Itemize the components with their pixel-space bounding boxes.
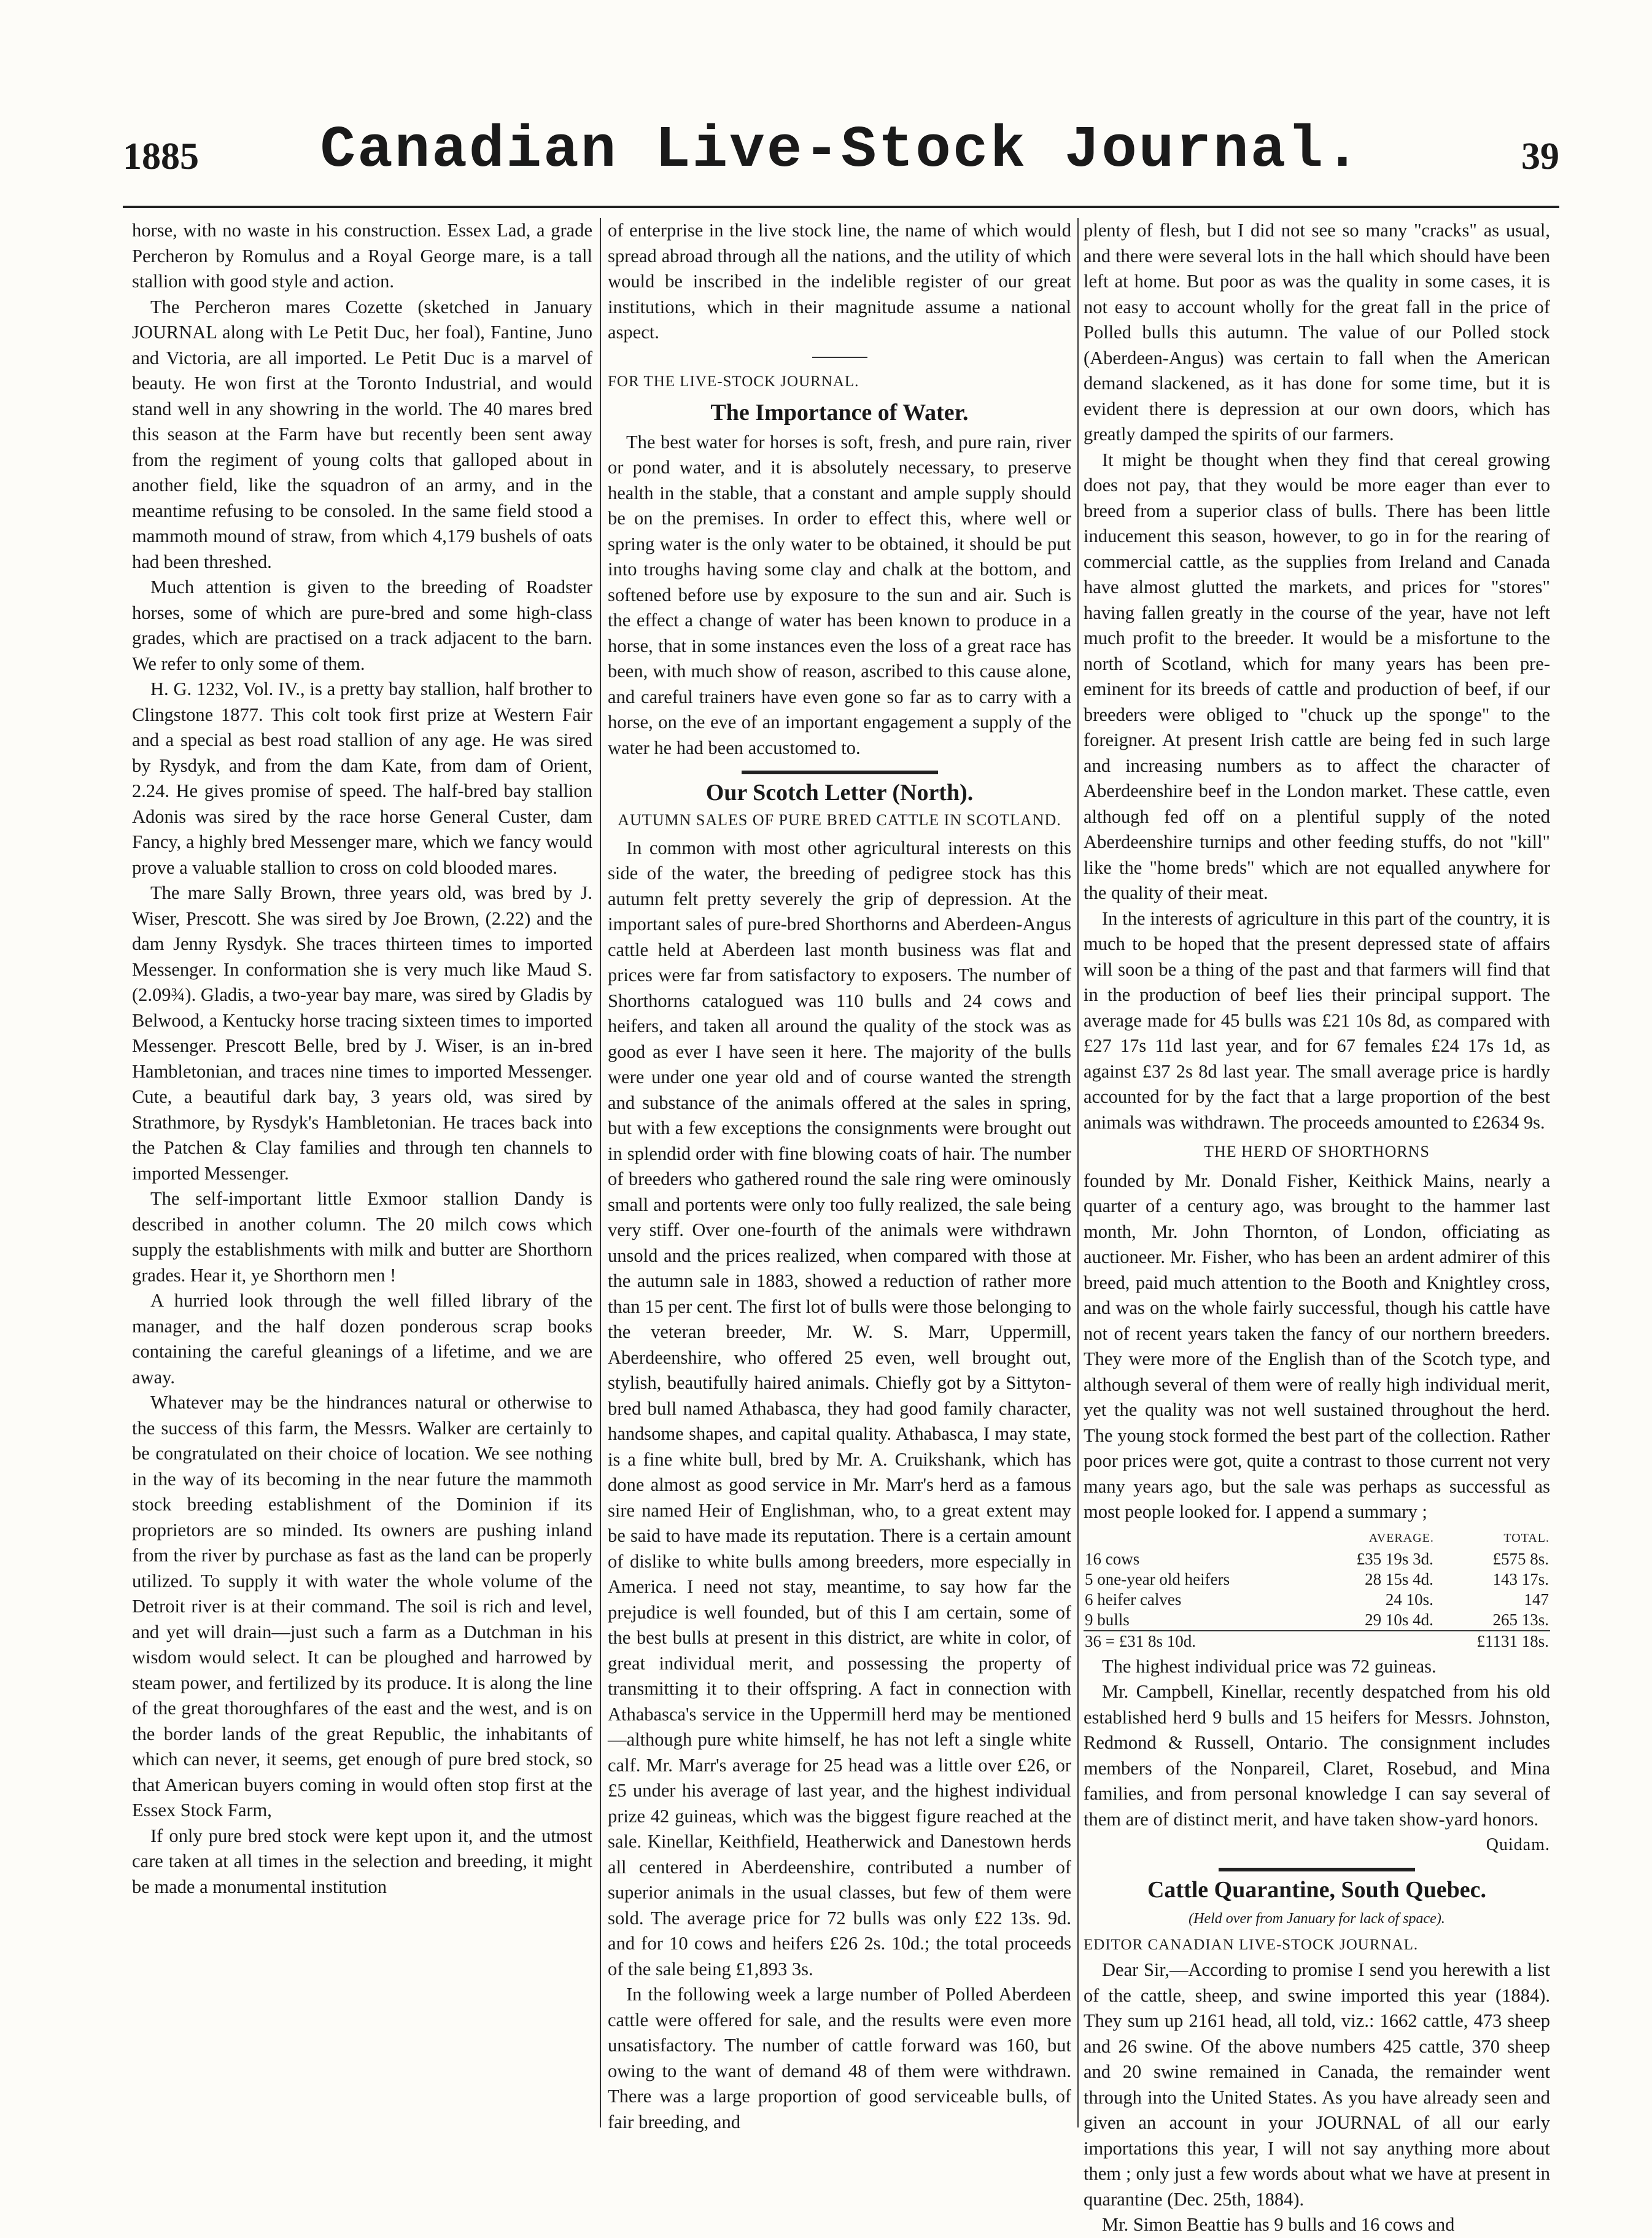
row-total: 265 13s.	[1492, 1610, 1549, 1629]
column-2	[608, 218, 1071, 2134]
paragraph: In common with most other agricultural interests on this side of the water, the breeding of pedigree stock has this autumn felt pretty severely the grip of depression. At the important sales of pure-bred Shorthorns and Aberdeen-Angus cattle held at Aberdeen last month business was flat and prices were far from satisfactory to exposers. The number of Shorthorns catalogued was 110 bulls and 24 cows and heifers, and taken all around the quality of the stock was as good as ever I have seen it here. The majority of the bulls were under one year old and of course wanted the strength and substance of the animals offered at the sales in spring, but with a few exceptions the consignments were brought out in splendid order with fine blowing coats of hair. The number of breeders who gathered round the sale ring were ominously small and portents were only too fully realized, the sale being very stiff. Over one-fourth of the animals were withdrawn unsold and the prices realized, when compared with those at the autumn sale in 1883, showed a reduction of rather more than 15 per cent. The first lot of bulls were those belonging to the veteran breeder, Mr. W. S. Marr, Uppermill, Aberdeenshire, who offered 25 even, well brought out, stylish, beautifully haired animals. Chiefly got by a Sittyton-bred bull named Athabasca, they had good family character, handsome shapes, and capital quality. Athabasca, I may state, is a fine white bull, bred by Mr. A. Cruikshank, which has done almost as good service in Mr. Marr's herd as a famous sire named Heir of Englishman, who, to a great extent may be said to have made its reputation. There is a certain amount of dislike to white bulls among breeders, more especially in America. I need not stay, meantime, to say how far the prejudice is well founded, but of this I am certain, some of the best bulls at present in this district, are white in color, of great individual merit, and possessing the property of transmitting it to their offspring. A fact in connection with Athabasca's service in the Uppermill herd may be mentioned—although pure white himself, he has not left a single white calf. Mr. Marr's average for 25 head was a little over £26, or £5 under his average of last year, and the highest individual prize 42 guineas, which was the biggest figure reached at the sale. Kinellar, Keithfield, Heatherwick and Danestown herds all centered in Aberdeenshire, contributed a number of superior animals in the usual classes, but few of them were sold. The average price for 72 bulls was only £22 13s. 9d. and for 10 cows and heifers £26 2s. 10d.; the total proceeds of the sale being £1,893 3s.	[608, 837, 1071, 1980]
row-average: 29 10s 4d.	[1365, 1610, 1433, 1629]
column-3	[1084, 218, 1550, 2235]
paragraph: The mare Sally Brown, three years old, was bred by J. Wiser, Prescott. She was sired by Joe Brown, (2.22) and the dam Jenny Rysdyk. She traces thirteen times to imported Messenger. In conformation she is very much like Maud S. (2.09¾). Gladis, a two-year bay mare, was sired by Gladis by Belwood, a Kentucky horse tracing sixteen times to imported Messenger. Prescott Belle, bred by J. Wiser, is an in-bred Hambletonian, and traces nine times to imported Messenger. Cute, a beautiful dark bay, 3 years old, was sired by Strathmore, by Rysdyk's Hambletonian. He traces back into the Patchen & Clay families and through ten channels to imported Messenger.	[132, 882, 592, 1184]
section-divider	[1219, 1868, 1415, 1871]
row-average: £35 19s 3d.	[1356, 1549, 1433, 1568]
row-average: 24 10s.	[1385, 1590, 1433, 1609]
paragraph: H. G. 1232, Vol. IV., is a pretty bay stallion, half brother to Clingstone 1877. This colt took first prize at Western Fair and a special as best road stallion of any age. He was sired by Rysdyk, and from the dam Kate, from dam of Orient, 2.24. He gives promise of speed. The half-bred bay stallion Adonis was sired by the race horse General Custer, dam Fancy, a highly bred Messenger mare, which we fancy would prove a valuable stallion to cross on cold blooded mares.	[132, 678, 592, 878]
column-header-total: TOTAL.	[1503, 1531, 1549, 1545]
paragraph: plenty of flesh, but I did not see so many "cracks" as usual, and there were several lots in the hall which should have been left at home. But poor as was the quality in some cases, it is not easy to account wholly for the great fall in the price of Polled bulls this autumn. The value of our Polled stock (Aberdeen-Angus) was certain to fall when the American demand slackened, as it has done for some time, but it is evident there is depression at our own doors, which has greatly damped the spirits of our farmers.	[1084, 220, 1550, 445]
paragraph: If only pure bred stock were kept upon it, and the utmost care taken at all times in the selection and breeding, it might be made a monumental institution	[132, 1825, 592, 1897]
paragraph: The Percheron mares Cozette (sketched in January JOURNAL along with Le Petit Duc, her foal), Fantine, Juno and Victoria, are all imported. Le Petit Duc is a marvel of beauty. He won first at the Toronto Industrial, and would stand well in any showring in the world. The 40 mares bred this season at the Farm have but recently been sent away from the regiment of young colts that galloped about in another field, like the squadron of an army, and in the meantime refusing to be consoled. In the same field stood a mammoth mound of straw, from which 4,179 bushels of oats had been threshed.	[132, 296, 592, 572]
header-rule	[123, 206, 1559, 208]
paragraph: It might be thought when they find that cereal growing does not pay, that they would be more eager than ever to breed from a superior class of bulls. There has been little inducement this season, however, to go in for the rearing of commercial cattle, as the supplies from Ireland and Canada have almost glutted the markets, and prices for "stores" having fallen greatly in the course of the year, have not left much profit to the breeder. It would be a misfortune to the north of Scotland, which for many years has been pre-eminent for its breeds of cattle and production of beef, if our breeders were obliged to "chuck up the sponge" to the foreigner. At present Irish cattle are being fed in such large and increasing numbers as to affect the character of Aberdeenshire beef in the London market. These cattle, even although fed off on a plentiful supply of the noted Aberdeenshire turnips and other feeding stuffs, do not "kill" like the "home breds" which are not equalled anywhere for the quality of their meat.	[1084, 449, 1550, 903]
row-total: 143 17s.	[1492, 1569, 1549, 1588]
paragraph: horse, with no waste in his construction. Essex Lad, a grade Percheron by Romulus and a Royal George mare, is a tall stallion with good style and action.	[132, 220, 592, 292]
row-label: 16 cows	[1085, 1549, 1140, 1568]
column-divider	[600, 218, 601, 2127]
table-total-row	[1084, 1631, 1550, 1652]
author-signature: Quidam.	[1486, 1835, 1550, 1854]
section-divider	[812, 357, 867, 358]
journal-title: Canadian Live-Stock Journal.	[320, 117, 1362, 184]
paragraph: A hurried look through the well filled library of the manager, and the half dozen ponderous scrap books containing the careful gleanings of a lifetime, and we are away.	[132, 1290, 592, 1388]
paragraph: Much attention is given to the breeding of Roadster horses, some of which are pure-bred and some high-class grades, which are practised on a track adjacent to the barn. We refer to only some of them.	[132, 577, 592, 674]
row-label: 9 bulls	[1085, 1610, 1130, 1629]
row-label: 5 one-year old heifers	[1085, 1569, 1230, 1588]
paragraph: The highest individual price was 72 guineas.	[1102, 1655, 1437, 1677]
total-label: 36 = £31 8s 10d.	[1084, 1631, 1435, 1652]
table-row	[1084, 1610, 1550, 1631]
row-average: 28 15s 4d.	[1365, 1569, 1433, 1588]
paragraph: In the following week a large number of Polled Aberdeen cattle were offered for sale, and the results were even more unsatisfactory. The number of cattle forward was 160, but owing to the want of demand 48 of them were withdrawn. There was a large proportion of good serviceable bulls, of fair breeding, and	[608, 1984, 1071, 2132]
table-row	[1084, 1569, 1550, 1590]
sale-summary-table	[1084, 1528, 1550, 1652]
paragraph: founded by Mr. Donald Fisher, Keithick Mains, nearly a quarter of a century ago, was brought to the hammer last month, Mr. John Thornton, of London, officiating as auctioneer. Mr. Fisher, who has been an ardent admirer of this breed, paid much attention to the Booth and Knightley cross, and was on the whole fairly successful, though his cattle have not of recent years taken the fancy of our northern breeders. They were more of the English than of the Scotch type, and although several of them were of really high individual merit, yet the quality was not well sustained throughout the herd. The young stock formed the best part of the collection. Rather poor prices were got, quite a contrast to those current not very many years ago, but the sale was perhaps as successful as most people looked for. I append a summary ;	[1084, 1170, 1550, 1522]
paragraph: Dear Sir,—According to promise I send you herewith a list of the cattle, sheep, and swine imported this year (1884). They sum up 2161 head, all told, viz.: 1662 cattle, 473 sheep and 26 swine. Of the above numbers 425 cattle, 370 sheep and 20 swine remained in Canada, the remainder went through into the United States. As you have already seen and given an account in your JOURNAL of all our early importations this year, I will not say anything more about them ; only just a few words about what we have at present in quarantine (Dec. 25th, 1884).	[1084, 1959, 1550, 2210]
section-source-label: FOR THE LIVE-STOCK JOURNAL.	[608, 373, 859, 390]
paragraph: Mr. Simon Beattie has 9 bulls and 16 cows and	[1102, 2214, 1455, 2235]
article-title-quarantine: Cattle Quarantine, South Quebec.	[1147, 1876, 1487, 1903]
paragraph: In the interests of agriculture in this part of the country, it is much to be hoped that the present depressed state of affairs will soon be a thing of the past and that farmers will find that in the production of beef lies their principal support. The average made for 45 bulls was £21 10s 8d, as compared with £27 17s 11d last year, and for 67 females £24 17s 1d, as against £37 2s 8d last year. The small average price is hardly accounted for by the fact that a large proportion of the best animals was withdrawn. The proceeds amounted to £2634 9s.	[1084, 907, 1550, 1133]
paragraph: of enterprise in the live stock line, the name of which would spread abroad through all the nations, and the utility of which would be inscribed in the indelible register of our great institutions, which in their magnitude assume a national aspect.	[608, 220, 1071, 343]
total-value: £1131 18s.	[1435, 1631, 1550, 1652]
column-divider	[1077, 218, 1079, 2127]
header-year: 1885	[123, 136, 199, 177]
row-total: £575 8s.	[1492, 1549, 1549, 1568]
section-divider	[742, 771, 938, 774]
column-header-average: AVERAGE.	[1368, 1531, 1434, 1545]
paragraph: Mr. Campbell, Kinellar, recently despatched from his old established herd 9 bulls and 15 heifers for Messrs. Johnston, Redmond & Russell, Ontario. The consignment includes members of the Nonpareil, Claret, Rosebud, and Mina families, and from personal knowledge I can say several of them are of distinct merit, and have taken show-yard honors.	[1084, 1681, 1550, 1830]
article-subtitle: AUTUMN SALES OF PURE BRED CATTLE IN SCOTLAND.	[618, 810, 1061, 829]
table-header-row	[1084, 1528, 1550, 1549]
article-title-scotch-letter: Our Scotch Letter (North).	[705, 780, 974, 806]
addressee-label: EDITOR CANADIAN LIVE-STOCK JOURNAL.	[1084, 1936, 1419, 1953]
paragraph: Whatever may be the hindrances natural or otherwise to the success of this farm, the Messrs. Walker are certainly to be congratulated on their choice of location. We see nothing in the way of its becoming in the near future the mammoth stock breeding establishment of the Dominion if its proprietors are so minded. Its owners are pushing inland from the river by purchase as fast as the land can be properly utilized. To supply it with water the whole volume of the Detroit river is at their command. The soil is rich and level, and yet will drain—just such a farm as a Dutchman in his wisdom would select. It can be ploughed and harrowed by steam power, and fertilized by its produce. It is along the line of the great thoroughfares of the east and the west, and is on the border lands of the great Republic, the inhabitants of which can never, it seems, get enough of pure bred stock, so that American buyers coming in would often stop first at the Essex Stock Farm,	[132, 1392, 592, 1820]
table-row	[1084, 1590, 1550, 1610]
paragraph: The self-important little Exmoor stallion Dandy is described in another column. The 20 milch cows which supply the establishments with milk and butter are Shorthorn grades. Hear it, ye Shorthorn men !	[132, 1188, 592, 1286]
page-number: 39	[1521, 136, 1559, 177]
editorial-note: (Held over from January for lack of space).	[1189, 1911, 1445, 1927]
page-header	[123, 117, 1559, 196]
row-total: 147	[1524, 1590, 1549, 1609]
subsection-heading: THE HERD OF SHORTHORNS	[1204, 1143, 1430, 1160]
table-row	[1084, 1549, 1550, 1569]
column-1	[132, 218, 592, 2134]
paragraph: The best water for horses is soft, fresh, and pure rain, river or pond water, and it is absolutely necessary, to preserve health in the stable, that a constant and ample supply should be on the premises. In order to effect this, where well or spring water is the only water to be obtained, it should be put into troughs having some clay and chalk at the bottom, and softened before use by exposure to the sun and air. Such is the effect a change of water has been known to produce in a horse, that in some instances even the loss of a great race has been, with much show of reason, ascribed to this cause alone, and careful trainers have even gone so far as to carry with a horse, on the eve of an important engagement a supply of the water he had been accustomed to.	[608, 431, 1071, 758]
article-title-water: The Importance of Water.	[710, 400, 969, 425]
row-label: 6 heifer calves	[1085, 1590, 1182, 1609]
